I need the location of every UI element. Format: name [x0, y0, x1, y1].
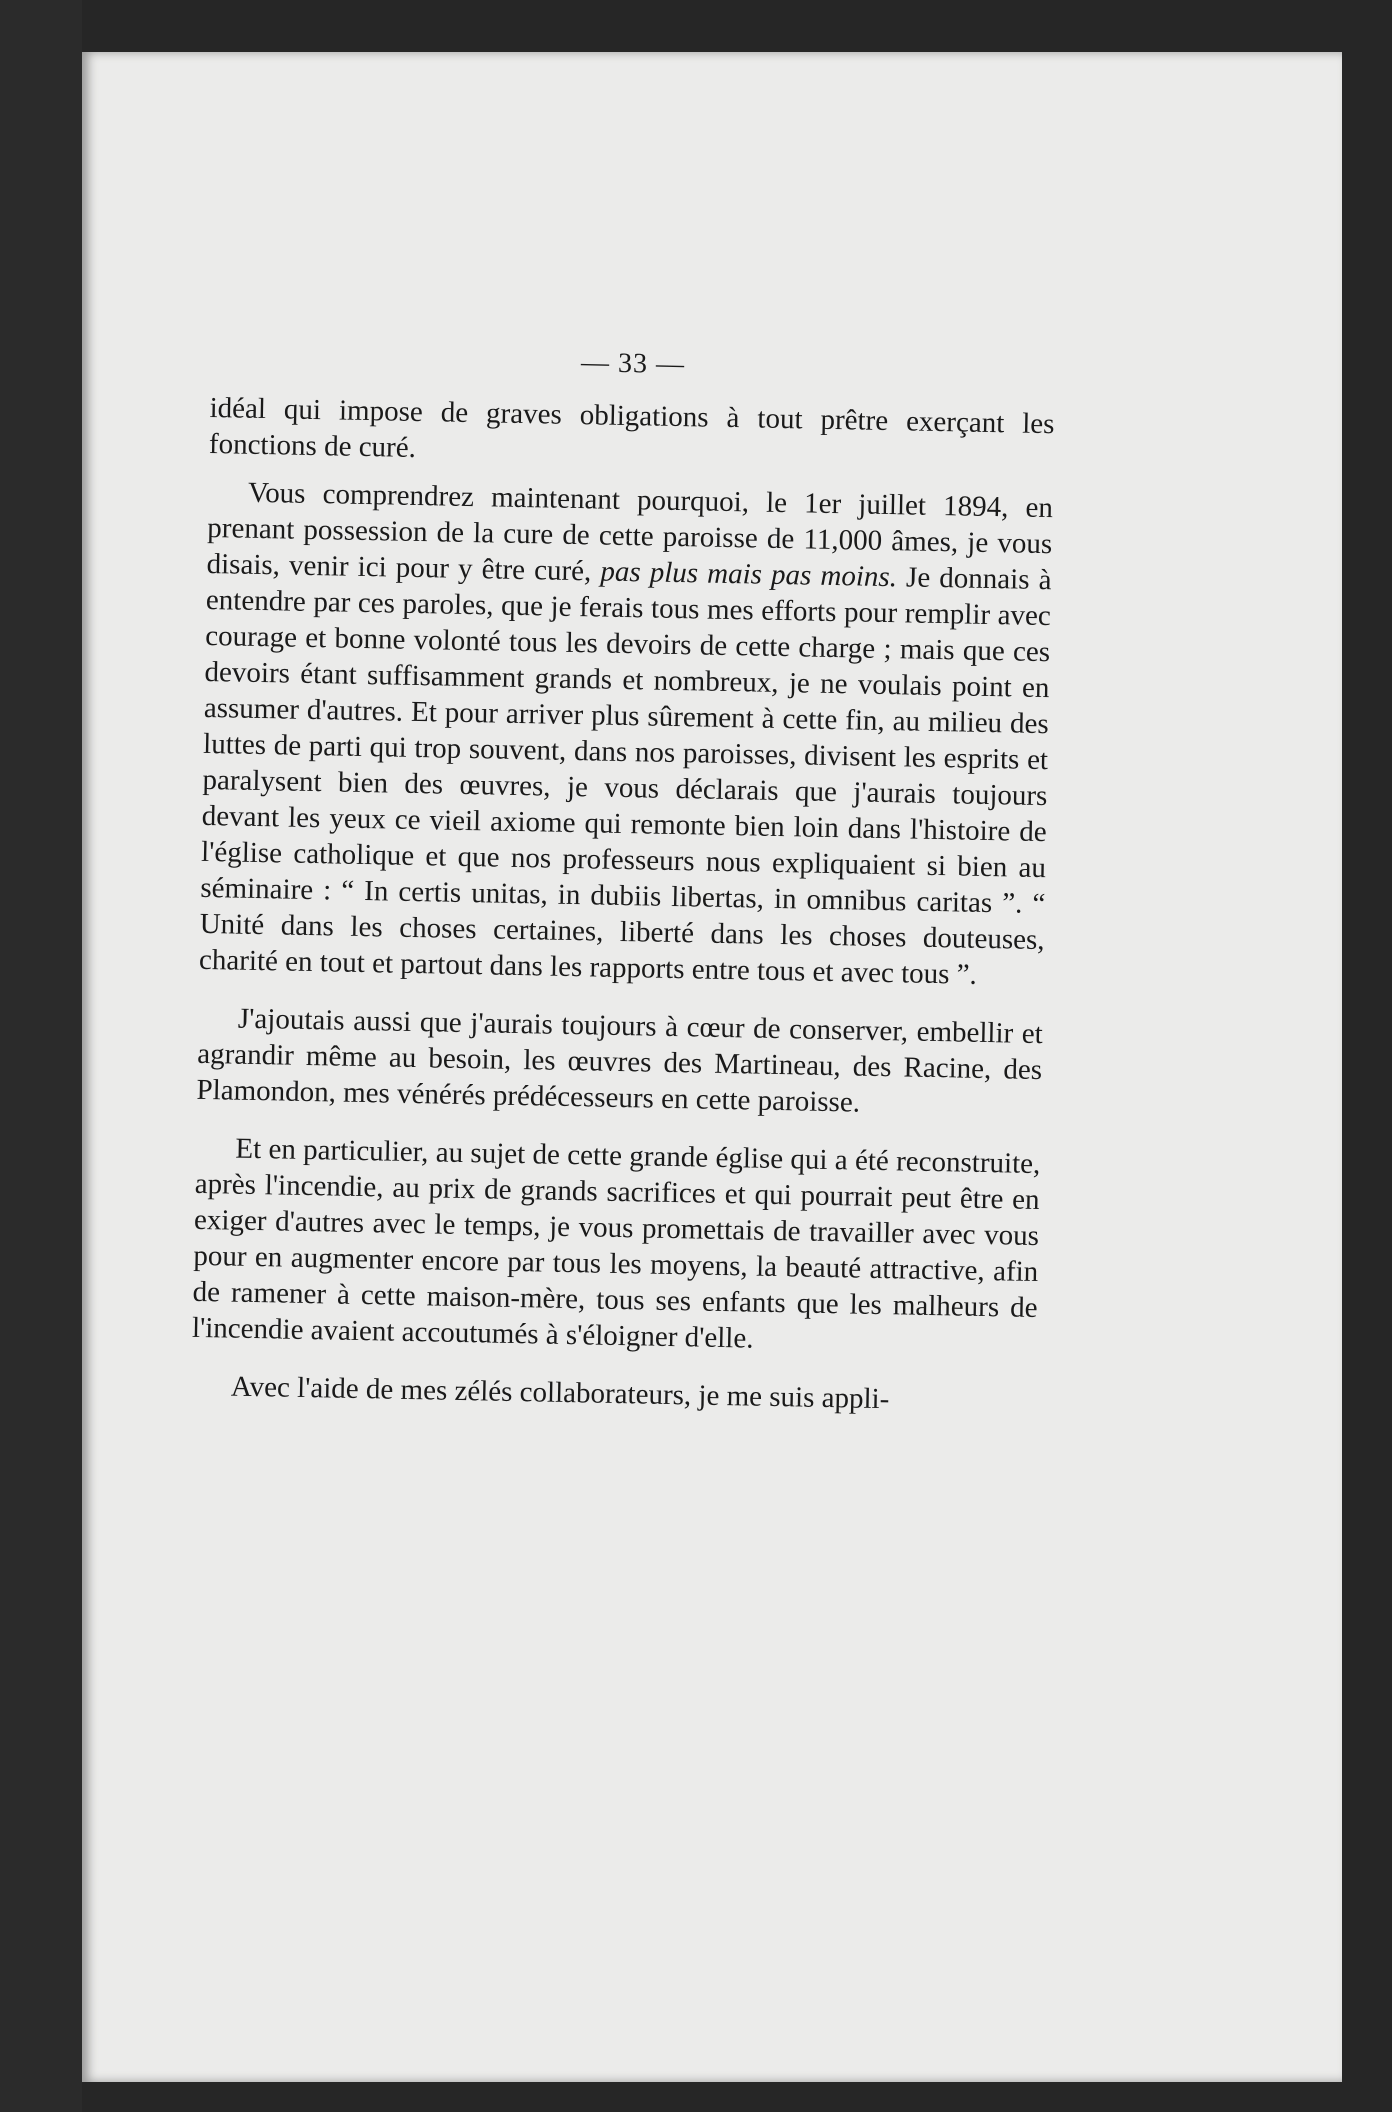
- page-text: [190, 347, 1055, 1432]
- page-number: — 33 —: [580, 347, 686, 381]
- paragraph-2: [199, 474, 1054, 994]
- paragraph-4: Et en particulier, au sujet de cette grande église qui a été reconstruite, après l'incendie, au prix de grands sacrifices et qui pourrait peut être en exiger d'autres avec le temps, je vous promettais de travailler avec vous pour en augmenter encore par tous les moyens, la beauté attractive, afin de ramener à cette maison-mère, tous ses enfants que les malheurs de l'incendie avaient accoutumés à s'éloigner d'elle.: [191, 1132, 1041, 1355]
- paragraph-2-italic: pas plus mais pas moins.: [600, 555, 898, 594]
- paragraph-2-part-b: Je donnais à entendre par ces paroles, que je ferais tous mes efforts pour remplir avec courage et bonne volonté tous les devoirs de cette charge ; mais que ces devoirs étant suffisamment grands et nombreux, je ne voulais point en assumer d'autres. Et pour arriver plus sûrement à cette fin, au milieu des luttes de parti qui trop souvent, dans nos paroisses, divisent les esprits et paralysent bien des œuvres, je vous déclarais que j'aurais toujours devant les yeux ce vieil axiome qui remonte bien loin dans l'histoire de l'église catholique et que nos professeurs nous expliquaient si bien au séminaire : “ In certis unitas, in dubiis libertas, in omnibus caritas ”. “ Unité dans les choses certaines, liberté dans les choses douteuses, charité en tout et partout dans les rapports entre tous et avec tous ”.: [198, 561, 1052, 991]
- paragraph-5: Avec l'aide de mes zélés collaborateurs, je me suis appli-: [230, 1370, 890, 1416]
- paragraph-3: J'ajoutais aussi que j'aurais toujours à cœur de conserver, embellir et agrandir même au besoin, les œuvres des Martineau, des Racine, des Plamondon, mes vénérés prédécesseurs en cette paroisse.: [196, 1002, 1044, 1119]
- facing-page-edge: [0, 0, 82, 2112]
- paragraph-2-part-a: Vous comprendrez maintenant pourquoi, le 1er juillet 1894, en prenant possession de la cure de cette paroisse de 11,000 âmes, je vous disais, venir ici pour y être curé,: [206, 476, 1054, 588]
- paragraph-1: idéal qui impose de graves obligations à tout prêtre exerçant les fonctions de curé.: [208, 391, 1055, 464]
